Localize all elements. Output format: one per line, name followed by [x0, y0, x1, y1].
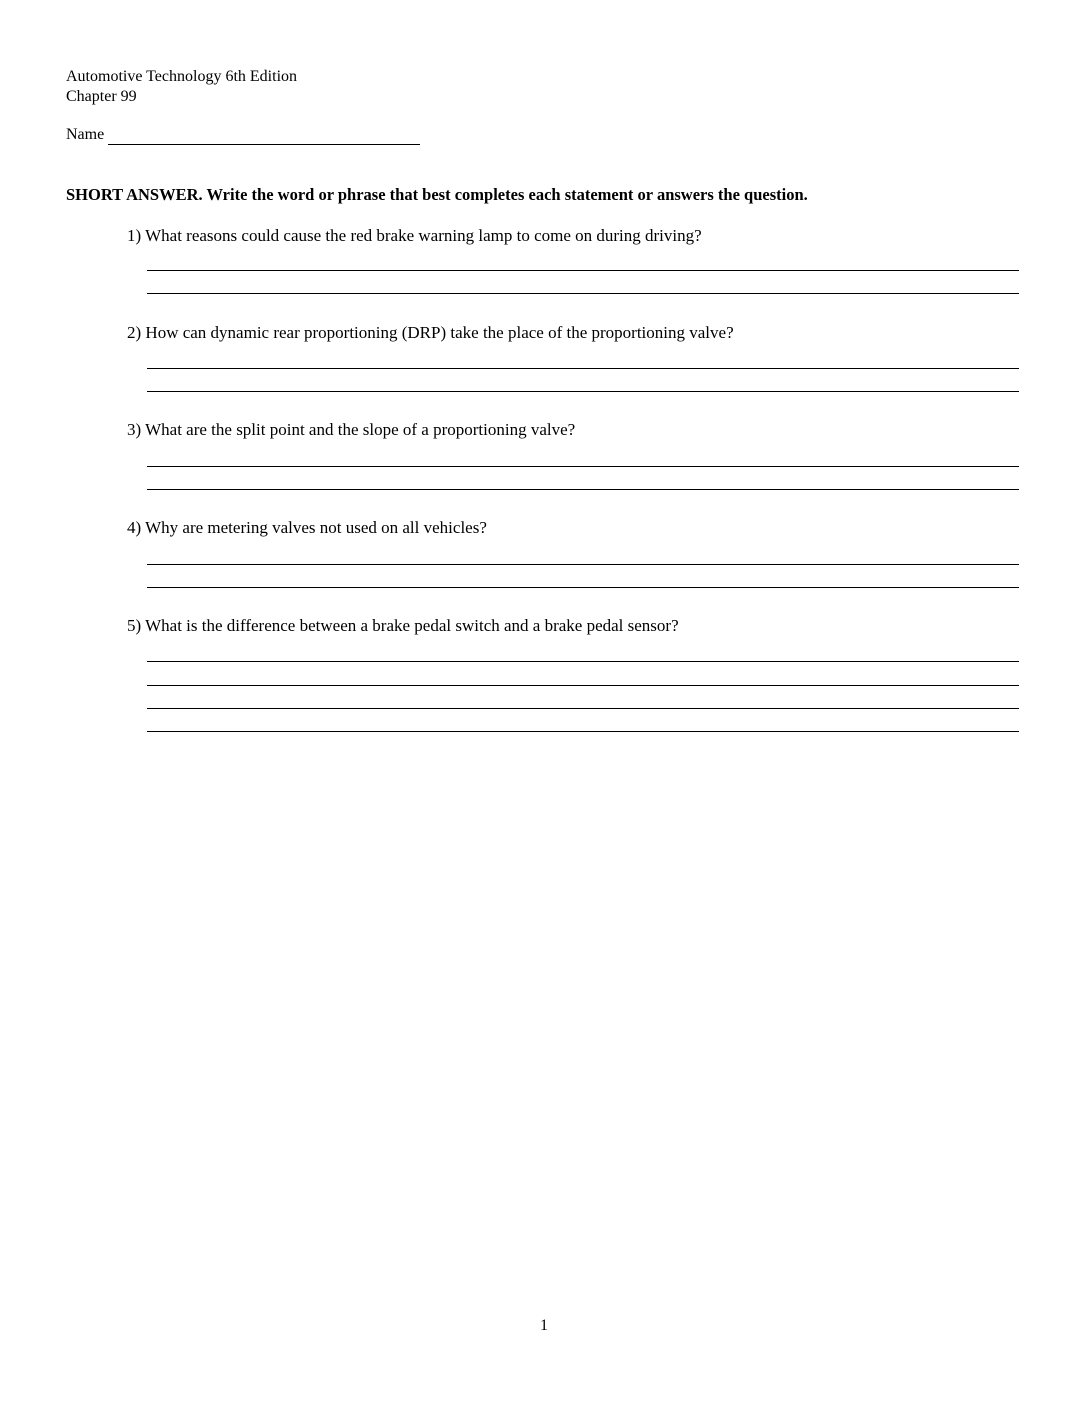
answer-line-5a[interactable] — [147, 661, 1019, 662]
section-instructions: SHORT ANSWER. Write the word or phrase that best completes each statement or answers the question. — [66, 185, 808, 204]
answer-line-2a[interactable] — [147, 368, 1019, 369]
question-3: 3) What are the split point and the slope of a proportioning valve? — [127, 420, 576, 439]
answer-line-4a[interactable] — [147, 564, 1019, 565]
name-label: Name — [66, 126, 105, 143]
answer-line-5c[interactable] — [147, 708, 1019, 709]
page-number: 1 — [540, 1317, 548, 1334]
question-5: 5) What is the difference between a brake pedal switch and a brake pedal sensor? — [127, 616, 679, 635]
answer-line-1a[interactable] — [147, 270, 1019, 271]
chapter-label: Chapter 99 — [66, 88, 137, 105]
answer-line-3a[interactable] — [147, 466, 1019, 467]
question-1: 1) What reasons could cause the red brake warning lamp to come on during driving? — [127, 226, 702, 245]
answer-line-4b[interactable] — [147, 587, 1019, 588]
answer-line-2b[interactable] — [147, 391, 1019, 392]
book-title: Automotive Technology 6th Edition — [66, 68, 298, 85]
question-2: 2) How can dynamic rear proportioning (DRP) take the place of the proportioning valve? — [127, 323, 734, 342]
answer-line-1b[interactable] — [147, 293, 1019, 294]
answer-line-5b[interactable] — [147, 685, 1019, 686]
answer-line-3b[interactable] — [147, 489, 1019, 490]
question-4: 4) Why are metering valves not used on all vehicles? — [127, 518, 487, 537]
answer-line-5d[interactable] — [147, 731, 1019, 732]
name-input-line[interactable] — [108, 144, 420, 145]
